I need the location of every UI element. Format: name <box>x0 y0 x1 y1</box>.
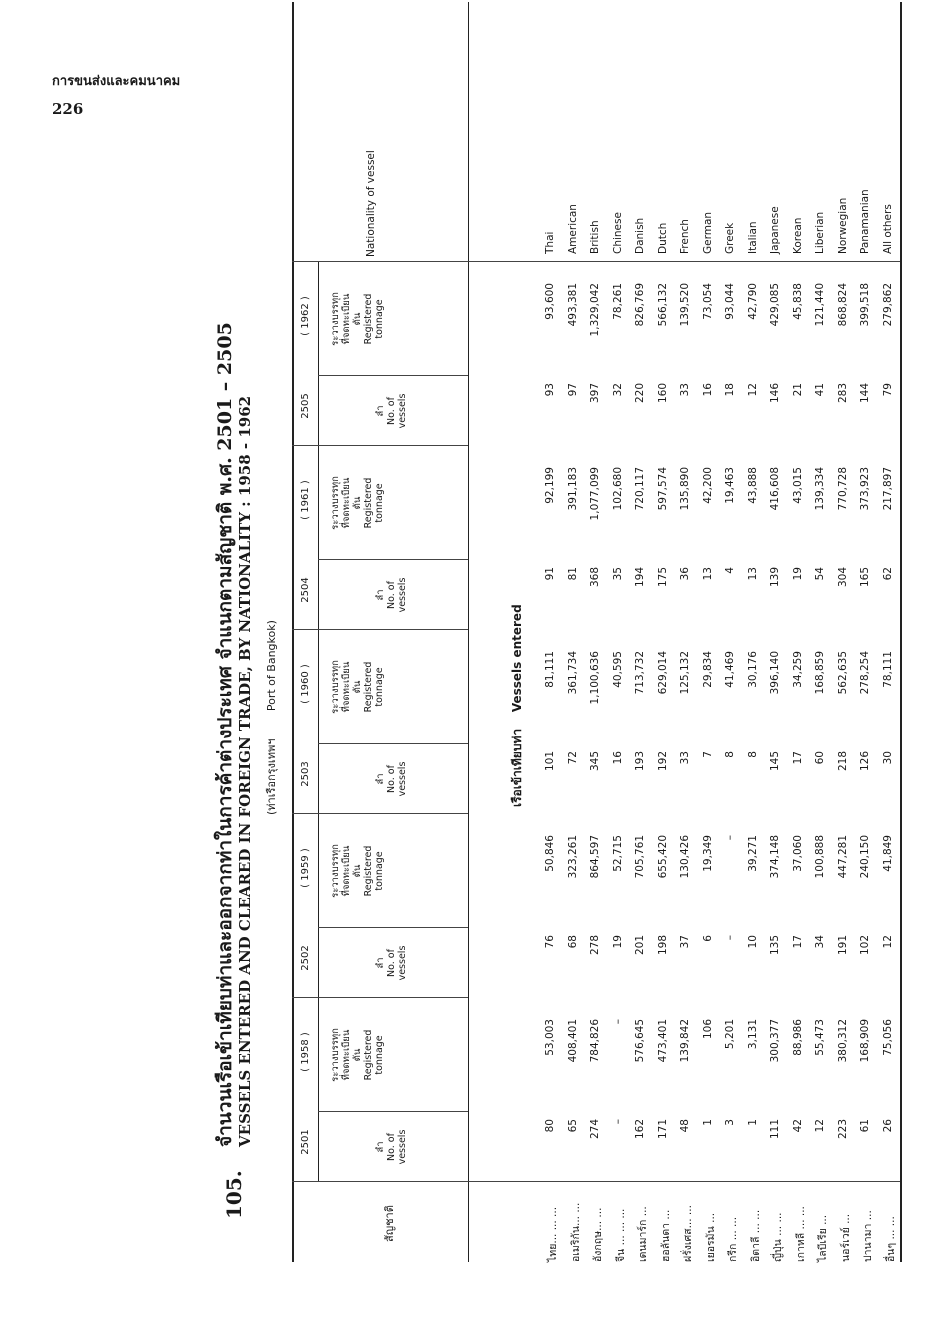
vessels-cell: 192 <box>656 751 669 772</box>
vessels-cell: 278 <box>589 935 601 956</box>
table-row <box>878 2 898 1262</box>
subcolumn-divider <box>318 559 468 560</box>
tonnage-column-header <box>330 632 385 742</box>
tonnage-header-line: ที่จดทะเบียน <box>341 845 352 897</box>
tonnage-header-line: ตัน <box>352 496 363 510</box>
vessels-header-line: ลำ <box>375 1141 386 1153</box>
tonnage-cell: 629,014 <box>656 651 669 695</box>
vessels-header-line: ลำ <box>375 773 386 785</box>
tonnage-header-line: Registered <box>363 661 374 713</box>
tonnage-cell: 399,518 <box>859 283 871 327</box>
vessels-cell: 1 <box>746 1119 759 1126</box>
tonnage-cell: 41,469 <box>724 651 736 688</box>
vessels-cell: 34 <box>814 935 826 949</box>
tonnage-cell: 279,862 <box>881 283 894 327</box>
tonnage-cell: 50,846 <box>544 835 556 872</box>
tonnage-cell: – <box>724 835 736 841</box>
column-divider <box>292 997 468 998</box>
year-header-ad: ( 1962 ) <box>300 296 311 336</box>
tonnage-column-header <box>330 1000 385 1110</box>
year-underline <box>318 262 319 1182</box>
tonnage-cell: 217,897 <box>881 467 894 511</box>
vessels-cell: 10 <box>746 935 759 949</box>
vessels-header-line: vessels <box>397 1129 408 1165</box>
nationality-english: Liberian <box>814 211 826 254</box>
tonnage-header-line: ตัน <box>352 864 363 878</box>
nationality-english: Danish <box>634 217 646 254</box>
vessels-column-header <box>375 378 408 444</box>
tonnage-cell: 597,574 <box>656 467 669 511</box>
tonnage-cell: 380,312 <box>836 1019 849 1063</box>
tonnage-cell: 88,986 <box>791 1019 804 1056</box>
vessels-column-header <box>375 1114 408 1180</box>
tonnage-cell: – <box>611 1019 624 1025</box>
tonnage-header-line: ระวางบรรทุก <box>330 476 341 530</box>
vessels-cell: 139 <box>769 567 781 588</box>
vessels-cell: 397 <box>589 383 601 404</box>
nationality-thai: ฝรั่งเศส... ... <box>682 1205 694 1262</box>
tonnage-column-header <box>330 816 385 926</box>
tonnage-cell: 45,838 <box>791 283 804 320</box>
nationality-thai: จีน ... ... ... <box>614 1208 627 1262</box>
tonnage-cell: 562,635 <box>836 651 849 695</box>
tonnage-cell: 30,176 <box>746 651 759 688</box>
nationality-english: Italian <box>746 221 759 254</box>
nationality-thai: นอร์เวย์ ... <box>839 1213 852 1262</box>
vessels-header-line: ลำ <box>375 957 386 969</box>
tonnage-header-line: ที่จดทะเบียน <box>341 477 352 529</box>
tonnage-header-line: Registered <box>363 845 374 897</box>
vessels-cell: 191 <box>836 935 849 956</box>
tonnage-header-line: ระวางบรรทุก <box>330 844 341 898</box>
tonnage-cell: 416,608 <box>769 467 781 511</box>
vessels-cell: 111 <box>769 1119 781 1140</box>
tonnage-cell: 34,259 <box>791 651 804 688</box>
tonnage-header-line: ระวางบรรทุก <box>330 1028 341 1082</box>
table-row <box>855 2 875 1262</box>
tonnage-cell: 566,132 <box>656 283 669 327</box>
tonnage-cell: 168,909 <box>859 1019 871 1063</box>
nationality-thai: ไลบีเรีย ... <box>817 1214 829 1262</box>
tonnage-header-line: tonnage <box>374 299 385 339</box>
nationality-english: Korean <box>791 217 804 254</box>
nationality-english: Panamanian <box>859 189 871 254</box>
vessels-cell: 61 <box>859 1119 871 1133</box>
year-header-be: 2501 <box>300 1129 311 1155</box>
year-header-be: 2503 <box>300 761 311 787</box>
tonnage-cell: 93,600 <box>544 283 556 320</box>
vessels-cell: 368 <box>589 567 601 588</box>
tonnage-header-line: ที่จดทะเบียน <box>341 1029 352 1081</box>
nationality-thai: อเมริกัน... ... <box>569 1202 582 1262</box>
nationality-thai: ญี่ปุ่น ... ... <box>772 1212 784 1262</box>
vessels-header-line: No. of <box>386 765 397 793</box>
section-label-thai: เรือเข้าเทียบท่า <box>510 728 524 807</box>
vessels-header-line: No. of <box>386 581 397 609</box>
vessels-cell: 19 <box>611 935 624 949</box>
tonnage-cell: 705,761 <box>634 835 646 879</box>
tonnage-cell: 168,859 <box>814 651 826 695</box>
vessels-cell: 32 <box>611 383 624 397</box>
column-divider <box>292 445 468 446</box>
table-top-rule <box>292 2 294 1262</box>
vessels-cell: 7 <box>701 751 714 758</box>
port-label <box>262 596 280 815</box>
vessels-cell: 81 <box>566 567 579 581</box>
vessels-cell: 65 <box>566 1119 579 1133</box>
year-header-ad: ( 1961 ) <box>300 480 311 520</box>
nationality-english: Japanese <box>769 206 781 254</box>
vessels-cell: 145 <box>769 751 781 772</box>
table-row <box>608 2 628 1262</box>
vessels-cell: – <box>611 1119 624 1125</box>
tonnage-cell: 3,131 <box>746 1019 759 1050</box>
tonnage-cell: 770,728 <box>836 467 849 511</box>
tonnage-cell: 39,271 <box>746 835 759 872</box>
vessels-cell: 8 <box>724 751 736 758</box>
vessels-cell: 97 <box>566 383 579 397</box>
vessels-cell: 12 <box>746 383 759 397</box>
vessels-cell: 165 <box>859 567 871 588</box>
vessels-header-line: ลำ <box>375 405 386 417</box>
tonnage-cell: 864,597 <box>589 835 601 879</box>
tonnage-header-line: ระวางบรรทุก <box>330 660 341 714</box>
tonnage-column-header <box>330 264 385 374</box>
vessels-cell: 8 <box>746 751 759 758</box>
vessels-cell: 17 <box>791 751 804 765</box>
table-row <box>720 2 740 1262</box>
port-label-thai: (ท่าเรือกรุงเทพฯ <box>265 738 278 815</box>
tonnage-cell: 373,923 <box>859 467 871 511</box>
vessels-cell: 193 <box>634 751 646 772</box>
vessels-cell: 60 <box>814 751 826 765</box>
tonnage-header-line: ที่จดทะเบียน <box>341 661 352 713</box>
tonnage-cell: 139,334 <box>814 467 826 511</box>
tonnage-cell: 278,254 <box>859 651 871 695</box>
tonnage-cell: 1,100,636 <box>589 651 601 705</box>
header-bottom-rule <box>468 2 469 1262</box>
tonnage-cell: 361,734 <box>566 651 579 695</box>
table-row <box>630 2 650 1262</box>
nationality-english: Dutch <box>656 222 669 254</box>
nationality-english: All others <box>881 204 894 254</box>
nationality-header-thai: สัญชาติ <box>383 1205 396 1242</box>
tonnage-cell: 78,261 <box>611 283 624 320</box>
vessels-cell: 33 <box>679 383 691 397</box>
table-row <box>788 2 808 1262</box>
tonnage-header-line: ระวางบรรทุก <box>330 292 341 346</box>
tonnage-cell: 5,201 <box>724 1019 736 1050</box>
tonnage-cell: 121,440 <box>814 283 826 327</box>
nationality-thai: อิตาลี ... ... <box>749 1209 762 1262</box>
vessels-cell: 33 <box>679 751 691 765</box>
tonnage-cell: 42,790 <box>746 283 759 320</box>
vessels-cell: 194 <box>634 567 646 588</box>
tonnage-header-line: ตัน <box>352 1048 363 1062</box>
vessels-header-line: No. of <box>386 949 397 977</box>
year-header-ad: ( 1960 ) <box>300 664 311 704</box>
tonnage-header-line: tonnage <box>374 1035 385 1075</box>
tonnage-cell: 78,111 <box>881 651 894 688</box>
tonnage-cell: 52,715 <box>611 835 624 872</box>
tonnage-cell: 473,401 <box>656 1019 669 1063</box>
table-row <box>810 2 830 1262</box>
section-label-english: Vessels entered <box>510 604 524 713</box>
tonnage-cell: 53,003 <box>544 1019 556 1056</box>
tonnage-column-header <box>330 448 385 558</box>
year-header-be: 2505 <box>300 393 311 419</box>
vessels-header-line: vessels <box>397 393 408 429</box>
vessels-column-header <box>375 930 408 996</box>
vessels-cell: 21 <box>791 383 804 397</box>
tonnage-header-line: ที่จดทะเบียน <box>341 293 352 345</box>
tonnage-cell: 125,132 <box>679 651 691 695</box>
tonnage-cell: 1,077,099 <box>589 467 601 521</box>
vessels-cell: 304 <box>836 567 849 588</box>
running-head: การขนส่งและคมนาคม <box>52 74 181 89</box>
tonnage-cell: 42,200 <box>701 467 714 504</box>
tonnage-cell: 713,732 <box>634 651 646 695</box>
vessels-cell: 198 <box>656 935 669 956</box>
table-row <box>675 2 695 1262</box>
nationality-thai: เดนมาร์ก ... <box>637 1206 649 1262</box>
vessels-cell: 35 <box>611 567 624 581</box>
vessels-cell: 4 <box>724 567 736 574</box>
vessels-cell: 175 <box>656 567 669 588</box>
subcolumn-divider <box>318 927 468 928</box>
table-row <box>743 2 763 1262</box>
vessels-cell: 101 <box>544 751 556 772</box>
subcolumn-divider <box>318 743 468 744</box>
vessels-cell: 283 <box>836 383 849 404</box>
nationality-thai: เยอรมัน ... <box>704 1212 717 1262</box>
tonnage-header-line: ตัน <box>352 312 363 326</box>
tonnage-cell: 19,349 <box>701 835 714 872</box>
vessels-cell: 80 <box>544 1119 556 1133</box>
tonnage-cell: 391,183 <box>566 467 579 511</box>
vessels-cell: 26 <box>881 1119 894 1133</box>
tonnage-cell: 576,645 <box>634 1019 646 1063</box>
tonnage-cell: 784,826 <box>589 1019 601 1063</box>
vessels-cell: 6 <box>701 935 714 942</box>
vessels-cell: 17 <box>791 935 804 949</box>
table-row <box>585 2 605 1262</box>
vessels-header-line: ลำ <box>375 589 386 601</box>
table-title-english: VESSELS ENTERED AND CLEARED IN FOREIGN TRADE, BY NATIONALITY : 1958 - 1962 <box>236 395 254 1147</box>
vessels-cell: 16 <box>611 751 624 765</box>
vessels-cell: 37 <box>679 935 691 949</box>
vessels-cell: 91 <box>544 567 556 581</box>
tonnage-header-line: Registered <box>363 1029 374 1081</box>
tonnage-cell: 93,044 <box>724 283 736 320</box>
tonnage-cell: 40,595 <box>611 651 624 688</box>
nationality-thai: เกาหลี ... ... <box>794 1206 807 1262</box>
vessels-cell: 1 <box>701 1119 714 1126</box>
column-divider <box>292 629 468 630</box>
nationality-thai: ฮอลันดา ... <box>659 1209 672 1262</box>
vessels-cell: 41 <box>814 383 826 397</box>
section-label <box>508 604 527 807</box>
tonnage-cell: 130,426 <box>679 835 691 879</box>
table-bottom-rule <box>900 2 902 1262</box>
table-row <box>540 2 560 1262</box>
vessels-cell: 220 <box>634 383 646 404</box>
vessels-cell: 146 <box>769 383 781 404</box>
vessels-cell: 12 <box>881 935 894 949</box>
vessels-cell: 19 <box>791 567 804 581</box>
vessels-cell: 48 <box>679 1119 691 1133</box>
tonnage-cell: 102,680 <box>611 467 624 511</box>
year-header-be: 2502 <box>300 945 311 971</box>
subcolumn-divider <box>318 1111 468 1112</box>
nationality-english: Chinese <box>611 212 624 254</box>
port-label-english: Port of Bangkok) <box>265 620 278 712</box>
nationality-english: German <box>701 211 714 254</box>
year-header-ad: ( 1958 ) <box>300 1032 311 1072</box>
table-number: 105. <box>222 1170 246 1219</box>
tonnage-cell: 868,824 <box>836 283 849 327</box>
vessels-cell: 36 <box>679 567 691 581</box>
vessels-cell: 3 <box>724 1119 736 1126</box>
tonnage-cell: 81,111 <box>544 651 556 688</box>
table-row <box>653 2 673 1262</box>
vessels-cell: 102 <box>859 935 871 956</box>
vessels-header-line: No. of <box>386 397 397 425</box>
tonnage-cell: 139,842 <box>679 1019 691 1063</box>
vessels-cell: 345 <box>589 751 601 772</box>
nationality-thai: ปานามา ... <box>862 1210 874 1262</box>
tonnage-cell: 323,261 <box>566 835 579 879</box>
subcolumn-divider <box>318 375 468 376</box>
tonnage-header-line: tonnage <box>374 667 385 707</box>
tonnage-cell: 43,888 <box>746 467 759 504</box>
vessels-cell: 76 <box>544 935 556 949</box>
vessels-cell: 68 <box>566 935 579 949</box>
nationality-thai: อังกฤษ... ... <box>592 1207 604 1262</box>
vessels-cell: 162 <box>634 1119 646 1140</box>
tonnage-cell: 655,420 <box>656 835 669 879</box>
tonnage-cell: 447,281 <box>836 835 849 879</box>
tonnage-header-line: Registered <box>363 477 374 529</box>
tonnage-cell: 106 <box>701 1019 714 1040</box>
vessels-cell: 201 <box>634 935 646 956</box>
tonnage-cell: 19,463 <box>724 467 736 504</box>
tonnage-header-line: ตัน <box>352 680 363 694</box>
tonnage-cell: 73,054 <box>701 283 714 320</box>
tonnage-cell: 37,060 <box>791 835 804 872</box>
tonnage-cell: 429,085 <box>769 283 781 327</box>
tonnage-header-line: Registered <box>363 293 374 345</box>
tonnage-cell: 92,199 <box>544 467 556 504</box>
tonnage-cell: 139,520 <box>679 283 691 327</box>
year-header-ad: ( 1959 ) <box>300 848 311 888</box>
vessels-cell: 54 <box>814 567 826 581</box>
tonnage-cell: 396,140 <box>769 651 781 695</box>
vessels-column-header <box>375 562 408 628</box>
column-divider <box>292 813 468 814</box>
table-row <box>833 2 853 1262</box>
vessels-cell: 93 <box>544 383 556 397</box>
tonnage-cell: 408,401 <box>566 1019 579 1063</box>
page-number: 226 <box>52 100 84 118</box>
tonnage-cell: 1,329,042 <box>589 283 601 337</box>
vessels-cell: 30 <box>881 751 894 765</box>
tonnage-cell: 41,849 <box>881 835 894 872</box>
vessels-cell: 135 <box>769 935 781 956</box>
tonnage-header-line: tonnage <box>374 483 385 523</box>
nationality-english: American <box>566 204 579 254</box>
vessels-cell: 218 <box>836 751 849 772</box>
vessels-cell: 144 <box>859 383 871 404</box>
vessels-cell: 274 <box>589 1119 601 1140</box>
tonnage-cell: 75,056 <box>881 1019 894 1056</box>
vessels-cell: 72 <box>566 751 579 765</box>
tonnage-cell: 826,769 <box>634 283 646 327</box>
tonnage-cell: 240,150 <box>859 835 871 879</box>
tonnage-cell: 43,015 <box>791 467 804 504</box>
nationality-english: Thai <box>544 231 556 254</box>
vessels-cell: 171 <box>656 1119 669 1140</box>
tonnage-cell: 100,888 <box>814 835 826 879</box>
tonnage-cell: 374,148 <box>769 835 781 879</box>
table-title-thai: จำนวนเรือเข้าเทียบท่าและออกจากท่าในการค้าต่างประเทศ จำแนกตามสัญชาติ พ.ศ. 2501 – 2505 <box>214 322 236 1147</box>
vessels-cell: 13 <box>701 567 714 581</box>
vessels-cell: 160 <box>656 383 669 404</box>
vessels-header-line: vessels <box>397 945 408 981</box>
vessels-cell: 79 <box>881 383 894 397</box>
vessels-cell: 12 <box>814 1119 826 1133</box>
tonnage-cell: 135,890 <box>679 467 691 511</box>
nationality-english: Greek <box>724 222 736 254</box>
tonnage-cell: 493,381 <box>566 283 579 327</box>
tonnage-header-line: tonnage <box>374 851 385 891</box>
nationality-english: British <box>589 220 601 254</box>
vessels-cell: 18 <box>724 383 736 397</box>
table-row <box>698 2 718 1262</box>
year-header-be: 2504 <box>300 577 311 603</box>
nationality-header-english: Nationality of vessel <box>365 150 377 257</box>
table-row <box>765 2 785 1262</box>
vessels-header-line: vessels <box>397 761 408 797</box>
nationality-english: French <box>679 219 691 254</box>
vessels-cell: 126 <box>859 751 871 772</box>
tonnage-cell: 29,834 <box>701 651 714 688</box>
vessels-header-line: vessels <box>397 577 408 613</box>
vessels-cell: 223 <box>836 1119 849 1140</box>
nationality-thai: กรีก ... ... <box>727 1216 739 1262</box>
vessels-column-header <box>375 746 408 812</box>
vessels-cell: 42 <box>791 1119 804 1133</box>
nationality-thai: ไทย... ... ... <box>547 1206 559 1262</box>
tonnage-cell: 720,117 <box>634 467 646 511</box>
table-row <box>563 2 583 1262</box>
nationality-thai: อื่นๆ ... ... <box>884 1216 897 1262</box>
tonnage-cell: 300,377 <box>769 1019 781 1063</box>
nationality-english: Norwegian <box>836 197 849 254</box>
vessels-cell: 13 <box>746 567 759 581</box>
vessels-cell: 62 <box>881 567 894 581</box>
tonnage-cell: 55,473 <box>814 1019 826 1056</box>
vessels-cell: – <box>724 935 736 941</box>
vessels-header-line: No. of <box>386 1133 397 1161</box>
vessels-cell: 16 <box>701 383 714 397</box>
